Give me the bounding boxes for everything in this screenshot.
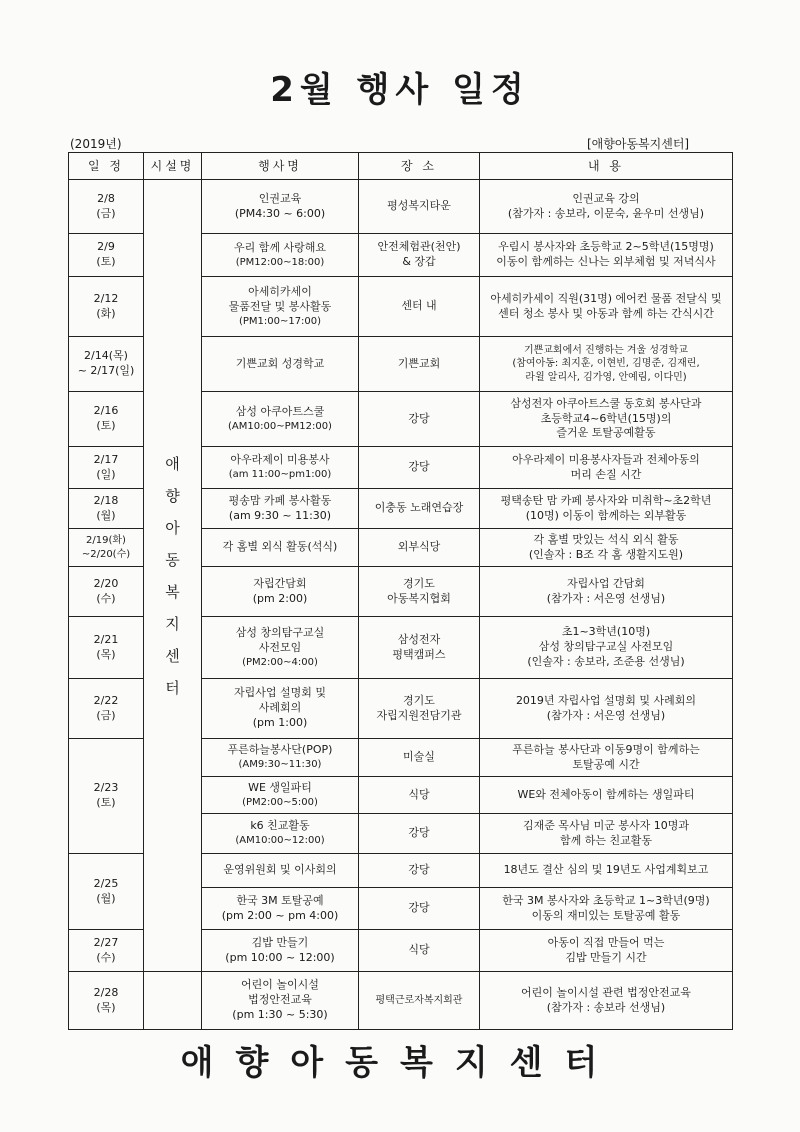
place-cell: [359, 814, 480, 854]
place-text: 안전체험관(천안): [377, 240, 461, 254]
header-content: 내 용: [480, 153, 733, 180]
date-text: 2/9: [97, 240, 115, 254]
date-cell: [69, 180, 144, 234]
weekday-text: (월): [96, 508, 116, 522]
event-cell: [202, 617, 359, 679]
date-text: 2/27: [93, 935, 119, 949]
content-line: 라윌 알리사, 김가영, 안예림, 이다민): [525, 371, 687, 383]
weekday-text: (토): [96, 419, 116, 432]
event-cell: [202, 930, 359, 972]
date-cell: [69, 392, 144, 447]
content-line: WE와 전체아동이 함께하는 생일파티: [517, 787, 695, 801]
content-line: 자립사업 간담회: [567, 576, 645, 590]
event-name: WE 생일파티: [248, 780, 312, 794]
page-title: 2월 행사 일정: [270, 70, 530, 110]
place-text: 경기도: [403, 576, 435, 590]
content-cell: [480, 447, 733, 489]
event-name: 어린이 놀이시설: [241, 978, 319, 992]
content-line: 김밥 만들기 시간: [565, 950, 647, 964]
event-cell: [202, 679, 359, 739]
content-line: 한국 3M 봉사자와 초등학교 1~3학년(9명): [502, 893, 710, 907]
event-time: (AM9:30~11:30): [238, 759, 322, 771]
event-name: 사례회의: [258, 701, 302, 715]
content-cell: [480, 972, 733, 1030]
date-text: 2/19(화): [86, 535, 126, 546]
event-cell: [202, 337, 359, 392]
event-time: (PM2:00~5:00): [242, 796, 318, 808]
place-text: 강당: [408, 460, 430, 474]
event-name: 사전모임: [258, 640, 302, 654]
content-cell: [480, 739, 733, 777]
content-cell: [480, 854, 733, 888]
facility-char: 아: [165, 518, 180, 537]
date-cell: [69, 489, 144, 529]
content-line: 각 홈별 맛있는 석식 외식 활동: [533, 532, 679, 546]
event-name: 운영위원회 및 이사회의: [223, 863, 337, 877]
content-line: 삼성전자 아쿠아트스쿨 동호회 봉사단과: [510, 396, 702, 410]
event-name: 인권교육: [258, 191, 302, 205]
content-cell: [480, 888, 733, 930]
weekday-text: (수): [96, 950, 116, 964]
content-cell: [480, 930, 733, 972]
content-line: 아세히카세이 직원(31명) 에어컨 물품 전달식 및: [490, 291, 722, 305]
place-text: 자립지원전담기관: [376, 708, 462, 722]
place-text: 외부식당: [397, 540, 441, 554]
place-cell: [359, 930, 480, 972]
facility-char: 터: [165, 678, 180, 697]
event-time: (PM12:00~18:00): [235, 256, 325, 268]
place-text: 기쁜교회: [397, 356, 441, 370]
place-cell: [359, 337, 480, 392]
date-text: 2/16: [93, 404, 119, 418]
content-cell: [480, 529, 733, 567]
content-line: (인솔자 : 송보라, 조준용 선생님): [527, 654, 685, 668]
event-time: (AM10:00~12:00): [235, 835, 325, 847]
weekday-text: (화): [96, 306, 116, 320]
date-text: ~2/20(수): [81, 548, 131, 560]
date-text: 2/21: [93, 632, 119, 646]
content-cell: [480, 392, 733, 447]
place-text: 식당: [408, 787, 430, 801]
header-place: 장 소: [359, 153, 480, 180]
place-cell: [359, 234, 480, 277]
date-cell: [69, 337, 144, 392]
date-text: 2/8: [97, 191, 115, 205]
content-line: 김재준 목사님 미군 봉사자 10명과: [522, 818, 690, 832]
content-line: (참여아동: 최지훈, 이현빈, 김명준, 김재린,: [512, 358, 700, 370]
event-name: 평송맘 카페 봉사활동: [228, 493, 332, 507]
date-text: 2/12: [93, 291, 119, 305]
content-line: 함께 하는 친교활동: [559, 833, 652, 847]
place-cell: [359, 567, 480, 617]
place-cell: [359, 392, 480, 447]
date-text: ~ 2/17(일): [77, 364, 135, 377]
content-line: (참가자 : 서은영 선생님): [546, 591, 666, 605]
event-time: (PM2:00~4:00): [242, 656, 318, 668]
date-cell: [69, 617, 144, 679]
place-cell: [359, 972, 480, 1030]
date-cell: [69, 972, 144, 1030]
date-cell: [69, 447, 144, 489]
org-label: [애향아동복지센터]: [587, 137, 690, 151]
event-cell: [202, 180, 359, 234]
content-cell: [480, 277, 733, 337]
content-line: 2019년 자립사업 설명회 및 사례회의: [515, 693, 697, 707]
place-text: 평택캠퍼스: [392, 647, 446, 661]
content-cell: [480, 337, 733, 392]
place-cell: [359, 617, 480, 679]
event-name: 김밥 만들기: [251, 935, 309, 949]
schedule-table: [68, 152, 733, 1030]
event-name: k6 친교활동: [250, 819, 310, 833]
facility-char: 애: [165, 454, 180, 473]
content-line: 아동이 직접 만들어 먹는: [547, 935, 665, 949]
event-cell: [202, 972, 359, 1030]
event-name: 기쁜교회 성경학교: [235, 356, 325, 370]
content-cell: [480, 814, 733, 854]
date-cell: [69, 234, 144, 277]
content-line: 아우라제이 미용봉사자들과 전체아동의: [512, 452, 700, 466]
place-text: 센터 내: [401, 299, 437, 313]
event-cell: [202, 888, 359, 930]
place-text: 식당: [408, 943, 430, 957]
content-line: 평택송탄 맘 카페 봉사자와 미취학~초2학년: [500, 493, 712, 507]
event-cell: [202, 277, 359, 337]
weekday-text: (금): [96, 708, 116, 722]
event-cell: [202, 447, 359, 489]
content-line: 초1~3학년(10명): [561, 625, 651, 639]
event-name: 삼성 아쿠아트스쿨: [235, 404, 325, 418]
facility-char: 향: [165, 486, 180, 505]
event-time: (am 9:30 ~ 11:30): [228, 508, 332, 522]
place-cell: [359, 489, 480, 529]
event-name: 법정안전교육: [248, 993, 312, 1007]
weekday-text: (금): [96, 206, 116, 220]
weekday-text: (토): [96, 255, 116, 268]
place-cell: [359, 888, 480, 930]
content-line: (참가자 : 송보라 선생님): [546, 1000, 666, 1014]
content-cell: [480, 679, 733, 739]
content-cell: [480, 234, 733, 277]
date-text: 2/28: [93, 985, 119, 999]
event-cell: [202, 739, 359, 777]
content-cell: [480, 489, 733, 529]
facility-cell: [144, 180, 202, 972]
content-line: 삼성 창의탐구교실 사전모임: [538, 640, 674, 654]
place-cell: [359, 854, 480, 888]
place-cell: [359, 739, 480, 777]
event-cell: [202, 814, 359, 854]
content-cell: [480, 777, 733, 814]
event-time: (pm 10:00 ~ 12:00): [225, 950, 335, 964]
date-text: 2/22: [93, 693, 119, 707]
place-text: 강당: [408, 411, 430, 425]
place-text: 강당: [408, 863, 430, 877]
content-line: (참가자 : 서은영 선생님): [546, 708, 666, 722]
weekday-text: (토): [96, 796, 116, 809]
content-cell: [480, 180, 733, 234]
table-row: [69, 972, 733, 1030]
facility-char: 지: [165, 614, 180, 633]
footer-org-name: 애향아동복지센터: [180, 1043, 620, 1083]
content-line: 이동의 재미있는 토탈공예 활동: [531, 908, 681, 922]
content-cell: [480, 617, 733, 679]
event-cell: [202, 777, 359, 814]
event-cell: [202, 567, 359, 617]
content-cell: [480, 567, 733, 617]
date-cell: [69, 854, 144, 930]
weekday-text: (월): [96, 891, 116, 905]
event-name: 자립간담회: [253, 576, 307, 590]
event-time: (PM1:00~17:00): [238, 315, 322, 327]
event-cell: [202, 854, 359, 888]
event-name: 푸른하늘봉사단(POP): [227, 743, 333, 757]
date-text: 2/17: [93, 452, 119, 466]
event-time: (pm 2:00 ~ pm 4:00): [221, 908, 339, 922]
content-line: 즐거운 토탈공예활동: [556, 426, 656, 440]
content-line: 어린이 놀이시설 관련 법정안전교육: [521, 985, 691, 999]
event-name: 자립사업 설명회 및: [233, 686, 326, 700]
event-cell: [202, 489, 359, 529]
date-cell: [69, 930, 144, 972]
header-facility: 시설명: [144, 153, 202, 180]
place-cell: [359, 529, 480, 567]
event-time: (pm 1:00): [252, 715, 308, 729]
table-header-row: [69, 153, 733, 180]
weekday-text: (수): [96, 591, 116, 605]
date-cell: [69, 739, 144, 854]
event-name: 각 홈별 외식 활동(석식): [222, 540, 338, 554]
place-cell: [359, 277, 480, 337]
content-line: 우림시 봉사자와 초등학교 2~5학년(15명명): [498, 240, 714, 254]
header-date: 일 정: [69, 153, 144, 180]
facility-char: 동: [165, 550, 180, 569]
place-cell: [359, 777, 480, 814]
date-text: 2/23: [93, 781, 119, 795]
event-cell: [202, 392, 359, 447]
event-cell: [202, 529, 359, 567]
content-line: 센터 청소 봉사 및 아동과 함께 하는 간식시간: [498, 306, 714, 320]
content-line: (10명) 이동이 함께하는 외부활동: [525, 508, 687, 522]
event-name: 한국 3M 토탈공예: [236, 893, 324, 907]
place-text: 경기도: [403, 693, 435, 707]
facility-char: 센: [165, 646, 180, 665]
place-text: 강당: [408, 901, 430, 915]
place-cell: [359, 447, 480, 489]
content-line: (참가자 : 송보라, 이문숙, 윤우미 선생님): [507, 206, 705, 220]
event-time: (am 11:00~pm1:00): [228, 469, 332, 481]
date-cell: [69, 567, 144, 617]
event-time: (PM4:30 ~ 6:00): [234, 206, 326, 220]
event-name: 삼성 창의탐구교실: [235, 625, 325, 639]
event-time: (pm 2:00): [252, 591, 308, 605]
place-text: 아동복지협회: [387, 591, 451, 605]
weekday-text: (일): [96, 467, 116, 481]
event-name: 아우라제이 미용봉사: [230, 453, 330, 467]
content-line: 18년도 결산 심의 및 19년도 사업계획보고: [503, 863, 709, 877]
table-row: [69, 180, 733, 234]
date-text: 2/25: [93, 876, 119, 890]
place-text: & 장갑: [402, 255, 436, 268]
date-text: 2/18: [93, 493, 119, 507]
place-text: 강당: [408, 826, 430, 840]
place-cell: [359, 679, 480, 739]
place-text: 평택근로자복지회관: [375, 994, 463, 1006]
place-cell: [359, 180, 480, 234]
date-text: 2/14(목): [84, 349, 128, 363]
header-event: 행사명: [202, 153, 359, 180]
event-time: (pm 1:30 ~ 5:30): [232, 1007, 328, 1021]
place-text: 평성복지타운: [387, 199, 451, 213]
facility-cell-empty: [144, 972, 202, 1030]
content-line: (인솔자 : B조 각 홈 생활지도원): [528, 547, 684, 561]
event-cell: [202, 234, 359, 277]
place-text: 삼성전자: [397, 632, 441, 646]
content-line: 기쁜교회에서 진행하는 겨울 성경학교: [523, 344, 689, 356]
place-text: 이충동 노래연습장: [374, 501, 464, 515]
event-name: 우리 함께 사랑해요: [233, 240, 326, 254]
facility-char: 복: [165, 582, 180, 601]
date-cell: [69, 277, 144, 337]
content-line: 인권교육 강의: [572, 191, 640, 205]
content-line: 푸른하늘 봉사단과 이동9명이 함께하는: [512, 742, 700, 756]
date-text: 2/20: [93, 576, 119, 590]
content-line: 초등학교4~6학년(15명)의: [540, 411, 672, 425]
year-label: (2019년): [70, 137, 122, 151]
content-line: 이동이 함께하는 신나는 외부체험 및 저녁식사: [496, 255, 716, 268]
date-cell: [69, 529, 144, 567]
weekday-text: (목): [96, 1000, 116, 1014]
weekday-text: (목): [96, 647, 116, 661]
event-name: 아세히카세이: [248, 284, 312, 298]
content-line: 머리 손질 시간: [570, 467, 642, 481]
event-name: 물품전달 및 봉사활동: [228, 299, 332, 313]
event-time: (AM10:00~PM12:00): [228, 420, 332, 432]
date-cell: [69, 679, 144, 739]
content-line: 토탈공예 시간: [572, 757, 640, 771]
place-text: 미술실: [403, 750, 435, 764]
